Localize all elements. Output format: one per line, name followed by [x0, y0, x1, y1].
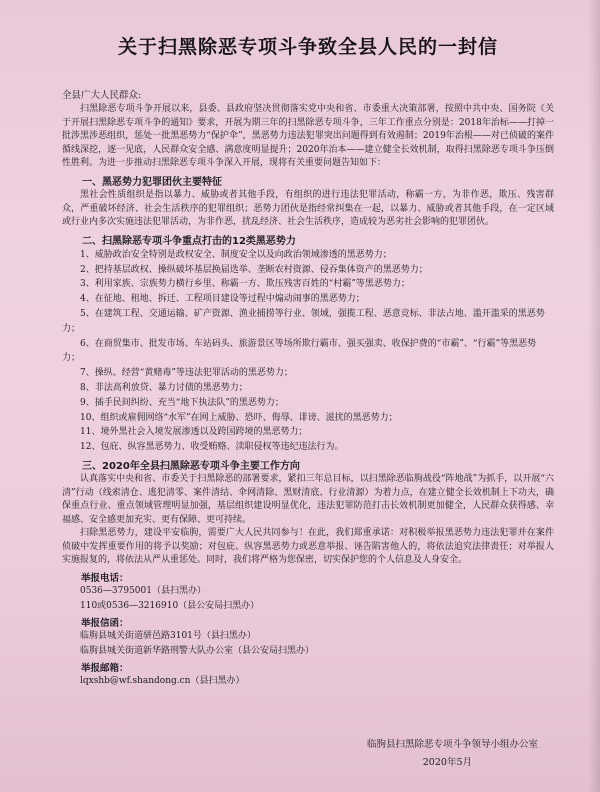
list-item: 11、境外黑社会入境发展渗透以及跨国跨境的黑恶势力； — [80, 427, 308, 438]
email-label: 举报邮箱： — [81, 663, 129, 675]
signature-org: 临朐县扫黑除恶专项斗争领导小组办公室 — [366, 739, 538, 750]
list-item: 8、非法高利放贷、暴力讨债的黑恶势力； — [80, 382, 248, 393]
intro-paragraph: 扫黑除恶专项斗争开展以来，县委、县政府坚决贯彻落实党中央和省、市委重大决策部署，按照中共中央、国务院《关于开展扫黑除恶专项斗争的通知》要求，开展为期三年的扫黑除恶专项斗争，三年工作重点分别是：2018年治标——打掉一批涉黑涉恶组织，惩处一批黑恶势力“保护伞”，黑恶势力违法犯罪突出问题得到有效遏制；2019年治根——对已侦破的案件循线深挖，逐一见底，人民群众安全感、满意度明显提升；2020年治本——建立健全长效机制，取得扫黑除恶专项斗争压倒性胜利。为进一步推动扫黑除恶专项斗争深入开展，现将有关重要问题告知如下： — [62, 104, 554, 169]
letter-title: 关于扫黑除恶专项斗争致全县人民的一封信 — [117, 36, 498, 58]
section3-text: 认真落实中央和省、市委关于扫黑除恶的部署要求，紧扣三年总目标，以扫黑除恶临朐战役“阵地战”为抓手，以开展“六清”行动（线索清仓、逃犯清零、案件清结、伞网清除、黑财清底、行业清源）为着力点，在建立健全长效机制上下功夫，确保重点行业、重点领域管理明显加强，基层组织建设明显优化，违法犯罪防范打击长效机制更加健全，人民群众获得感、幸福感、安全感更加充实、更有保障、更可持续。 — [62, 473, 554, 525]
phone-number: 110或0536—3216910（县公安局扫黑办） — [80, 600, 260, 611]
target-list — [62, 248, 554, 455]
phone-label: 举报电话： — [81, 573, 129, 585]
section1-heading: 一、黑恶势力犯罪团伙主要特征 — [82, 176, 222, 188]
list-item: 10、组织或雇佣网络“水军”在网上威胁、恐吓、侮辱、诽谤、滋扰的黑恶势力； — [80, 412, 398, 423]
phone-number: 0536—3795001（县扫黑办） — [80, 586, 206, 597]
greeting: 全县广大人民群众: — [62, 90, 142, 101]
list-item: 4、在征地、租地、拆迁、工程项目建设等过程中煽动闹事的黑恶势力； — [80, 294, 365, 305]
list-item: 5、在建筑工程、交通运输、矿产资源、渔业捕捞等行业、领域，强揽工程、恶意竞标、非法占地、滥开滥采的黑恶势力； — [62, 308, 545, 334]
list-item: 12、包庇、纵容黑恶势力、收受贿赂、渎职侵权等违纪违法行为。 — [80, 442, 344, 453]
signature-date: 2020年5月 — [422, 757, 472, 768]
mail-label: 举报信函： — [81, 618, 129, 630]
section2-heading: 二、扫黑除恶专项斗争重点打击的12类黑恶势力 — [82, 235, 296, 247]
list-item: 6、在商贸集市、批发市场、车站码头、旅游景区等场所欺行霸市、强买强卖、收保护费的“市霸”、“行霸”等黑恶势力； — [62, 338, 537, 364]
section3-text-2: 扫除黑恶势力，建设平安临朐，需要广大人民共同参与！在此，我们郑重承诺：对积极举报黑恶势力违法犯罪并在案件侦破中发挥重要作用的将予以奖励；对包庇、纵容黑恶势力或恶意举报、诬告陷害他人的，将依法追究法律责任；对举报人实施报复的，将依法从严从重惩处。同时，我们将严格为您保密，切实保护您的个人信息及人身安全。 — [62, 528, 554, 566]
mail-address: 临朐县城关街道骈邑路3101号（县扫黑办） — [80, 631, 256, 642]
section1-text: 黑社会性质组织是指以暴力、威胁或者其他手段，有组织的进行违法犯罪活动，称霸一方，为非作恶，欺压、残害群众，严重破坏经济、社会生活秩序的犯罪组织；恶势力团伙是指经常纠集在一起，以暴力、威胁或者其他手段，在一定区域或行业内多次实施违法犯罪活动，为非作恶，扰乱经济、社会生活秩序，造成较为恶劣社会影响的犯罪团伙。 — [62, 189, 554, 228]
list-item: 2、把持基层政权、操纵破坏基层换届选举、垄断农村资源、侵吞集体资产的黑恶势力； — [80, 264, 428, 275]
list-item: 9、插手民间纠纷、充当“地下执法队”的黑恶势力； — [80, 397, 284, 408]
email-address: lqxshb@wf.shandong.cn（县扫黑办） — [80, 676, 245, 687]
list-item: 1、威胁政治安全特别是政权安全、制度安全以及向政治领域渗透的黑恶势力； — [80, 249, 392, 260]
list-item: 7、操纵、经营“黄赌毒”等违法犯罪活动的黑恶势力； — [80, 368, 293, 379]
list-item: 3、利用家族、宗族势力横行乡里、称霸一方、欺压残害百姓的“村霸”等黑恶势力； — [80, 279, 410, 290]
mail-address: 临朐县城关街道新华路刑警大队办公室（县公安局扫黑办） — [80, 645, 315, 656]
section3-heading: 三、2020年全县扫黑除恶专项斗争主要工作方向 — [82, 460, 300, 472]
